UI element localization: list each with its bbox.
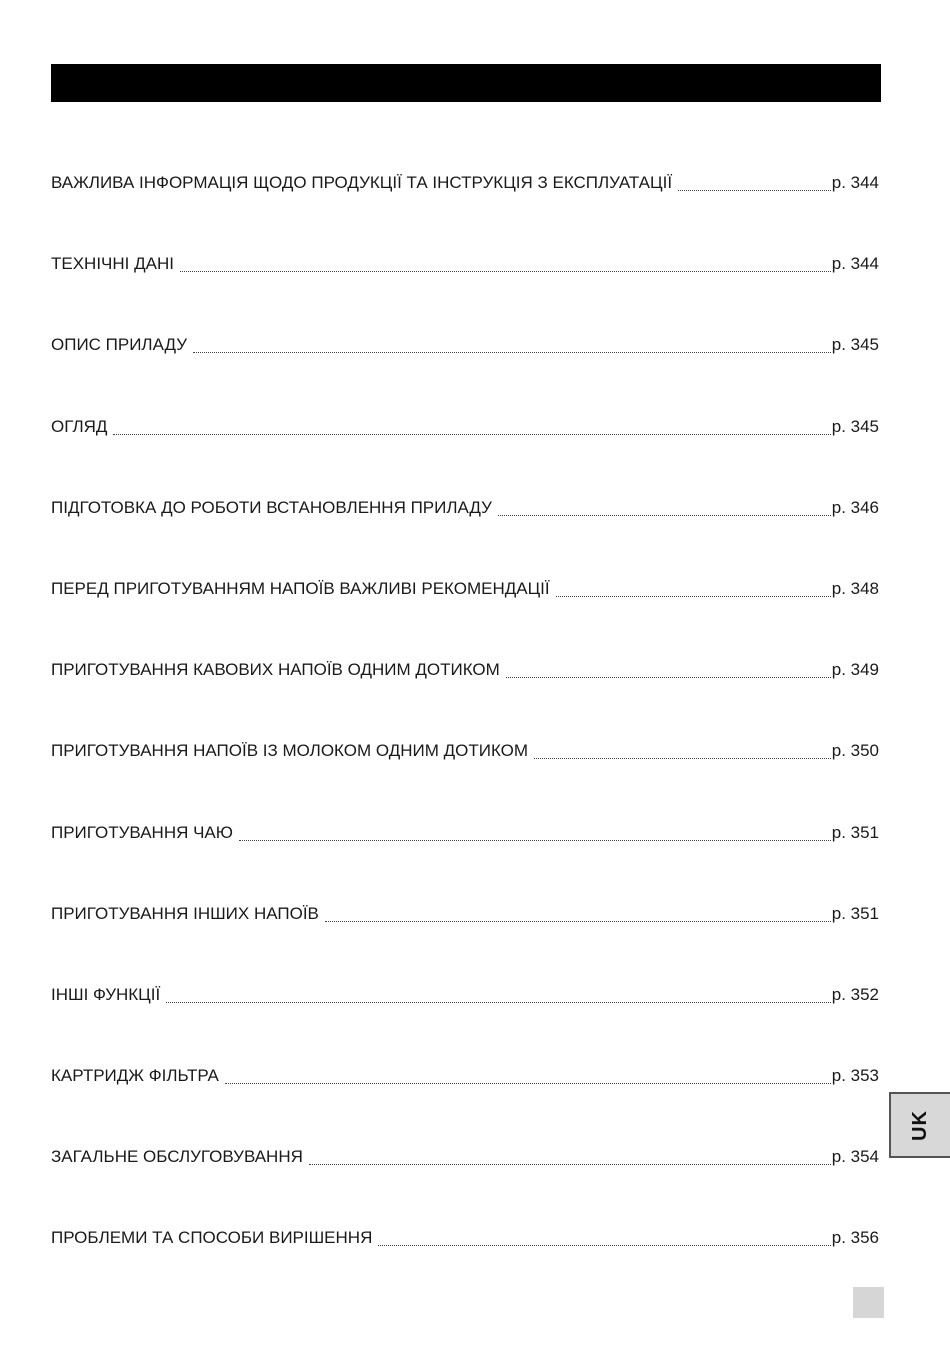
toc-entry[interactable] [51, 409, 879, 490]
toc-entry-page: p. 344 [831, 254, 879, 274]
toc-entry[interactable] [51, 1139, 879, 1220]
toc-dot-leader [325, 896, 831, 932]
toc-entry-page: p. 345 [831, 335, 879, 355]
toc-dot-leader [534, 733, 831, 769]
toc-entry[interactable] [51, 1058, 879, 1139]
toc-entry-page: p. 352 [831, 984, 879, 1004]
toc-entry-page: p. 351 [831, 822, 879, 842]
toc-entry-title: ОГЛЯД [51, 409, 113, 445]
toc-entry-title: ПІДГОТОВКА ДО РОБОТИ ВСТАНОВЛЕННЯ ПРИЛАДУ [51, 490, 498, 526]
toc-dot-leader [180, 246, 831, 282]
toc-entry-page: p. 344 [831, 173, 879, 192]
toc-entry-page: p. 346 [831, 497, 879, 517]
toc-dot-leader [225, 1058, 831, 1094]
toc-entry-title: ОПИС ПРИЛАДУ [51, 327, 193, 363]
toc-entry[interactable] [51, 815, 879, 896]
toc-entry[interactable] [51, 652, 879, 733]
toc-entry-page: p. 348 [831, 578, 879, 598]
toc-dot-leader [166, 977, 831, 1013]
toc-entry-page: p. 345 [831, 416, 879, 436]
toc-entry-page: p. 354 [831, 1147, 879, 1167]
toc-dot-leader [506, 652, 831, 688]
toc-entry-title: ПРОБЛЕМИ ТА СПОСОБИ ВИРІШЕННЯ [51, 1220, 378, 1256]
toc-entry[interactable] [51, 246, 879, 327]
toc-entry[interactable] [51, 327, 879, 408]
toc-entry[interactable] [51, 490, 879, 571]
toc-entry-title: ПРИГОТУВАННЯ ЧАЮ [51, 815, 239, 851]
toc-entry-page: p. 353 [831, 1066, 879, 1086]
header-bar [51, 64, 881, 102]
toc-dot-leader [498, 490, 831, 526]
toc-entry-page: p. 351 [831, 903, 879, 923]
toc-entry-title: ЗАГАЛЬНЕ ОБСЛУГОВУВАННЯ [51, 1139, 309, 1175]
toc-dot-leader [678, 165, 831, 201]
toc-entry[interactable] [51, 571, 879, 652]
toc-entry-page: p. 350 [831, 741, 879, 761]
toc-dot-leader [113, 409, 830, 445]
toc-entry-title: КАРТРИДЖ ФІЛЬТРА [51, 1058, 225, 1094]
toc-entry-title: ТЕХНІЧНІ ДАНІ [51, 246, 180, 282]
toc-dot-leader [239, 815, 831, 851]
toc-entry[interactable] [51, 733, 879, 814]
toc-dot-leader [193, 327, 831, 363]
page-marker [853, 1287, 884, 1318]
toc-entry-title: ПРИГОТУВАННЯ КАВОВИХ НАПОЇВ ОДНИМ ДОТИКОМ [51, 652, 506, 688]
toc-entry-title: ПРИГОТУВАННЯ ІНШИХ НАПОЇВ [51, 896, 325, 932]
toc-entry[interactable] [51, 1220, 879, 1301]
toc-entry[interactable] [51, 977, 879, 1058]
language-tab-label: UK [908, 1109, 931, 1141]
toc-entry-page: p. 356 [831, 1228, 879, 1248]
table-of-contents [51, 165, 879, 1302]
toc-entry[interactable] [51, 165, 879, 246]
toc-entry-title: ІНШІ ФУНКЦІЇ [51, 977, 166, 1013]
toc-entry-title: ПРИГОТУВАННЯ НАПОЇВ ІЗ МОЛОКОМ ОДНИМ ДОТИКОМ [51, 733, 534, 769]
toc-entry[interactable] [51, 896, 879, 977]
toc-entry-title: ПЕРЕД ПРИГОТУВАННЯМ НАПОЇВ ВАЖЛИВІ РЕКОМЕНДАЦІЇ [51, 571, 556, 607]
language-tab[interactable] [889, 1092, 950, 1158]
toc-dot-leader [378, 1220, 830, 1256]
toc-entry-page: p. 349 [831, 660, 879, 680]
toc-dot-leader [556, 571, 831, 607]
toc-dot-leader [309, 1139, 831, 1175]
toc-entry-title: ВАЖЛИВА ІНФОРМАЦІЯ ЩОДО ПРОДУКЦІЇ ТА ІНСТРУКЦІЯ З ЕКСПЛУАТАЦІЇ [51, 165, 678, 201]
